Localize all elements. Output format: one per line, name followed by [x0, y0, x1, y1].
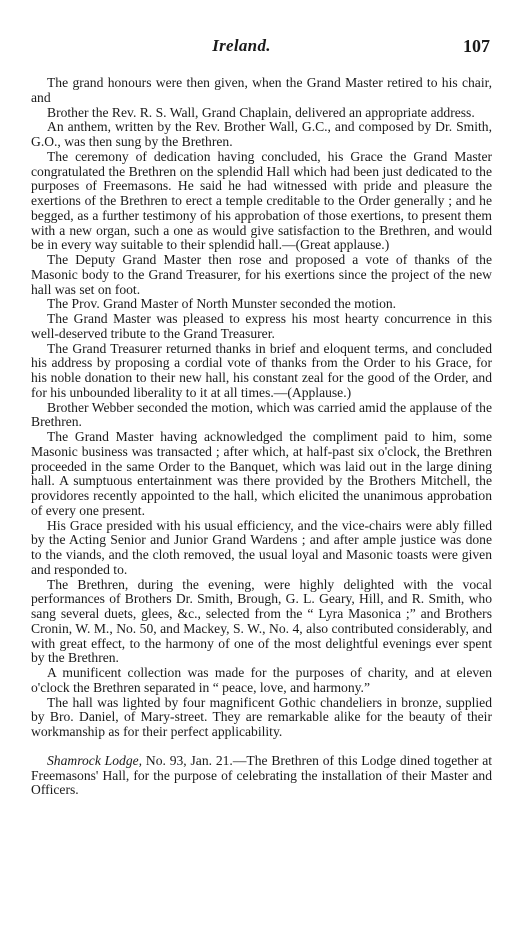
paragraph: The hall was lighted by four magnificent Gothic chandeliers in bronze, supplied by Bro. Daniel, of Mary-street. They are remarkable alike for the beauty of their workmanship as for their perfect applicability. — [31, 694, 492, 739]
lodge-entry — [31, 754, 492, 798]
body-text — [31, 76, 492, 798]
paragraph: Brother Webber seconded the motion, which was carried amid the applause of the Brethren. — [31, 399, 492, 430]
running-title: Ireland. — [212, 36, 271, 55]
paragraph: The Brethren, during the evening, were highly delighted with the vocal performances of Brothers Dr. Smith, Brough, G. L. Geary, Hill, and R. Smith, who sang several duets, glees, &c., selected from the “ Lyra Masonica ;” and Brothers Cronin, W. M., No. 50, and Mackey, S. W., No. 4, also contributed considerably, and with great effect, to the harmony of one of the most delightful evenings ever spent by the Brethren. — [31, 576, 492, 666]
paragraph: An anthem, written by the Rev. Brother Wall, G.C., and composed by Dr. Smith, G.O., was then sung by the Brethren. — [31, 119, 492, 149]
paragraph: The Grand Master having acknowledged the compliment paid to him, some Masonic business was transacted ; after which, at half-past six o'clock, the Brethren proceeded in the same Order to the Banquet, which was laid out in the large dining hall. A sumptuous entertainment was there provided by the Brothers Mitchell, the providores recently appointed to the hall, which elicited the unanimous approbation of every one present. — [31, 429, 492, 518]
paragraph: The Grand Master was pleased to express his most hearty concurrence in this well-deserved tribute to the Grand Treasurer. — [31, 311, 492, 341]
paragraph: The Prov. Grand Master of North Munster seconded the motion. — [47, 296, 397, 312]
page-number: 107 — [463, 36, 490, 56]
page-header — [31, 36, 492, 76]
paragraph: The ceremony of dedication having concluded, his Grace the Grand Master congratulated the Brethren on the splendid Hall which had been just dedicated to the purposes of Freemasons. He said he had witnessed with pride and pleasure the exertions of the Brethren to erect a temple creditable to the Order generally ; and he begged, as a further testimony of his approbation of those exertions, to present them with a new organ, such a one as would give satisfaction to the Brethren, and would be in every way suitable to their splendid hall.—(Great applause.) — [31, 148, 492, 253]
lodge-name: Shamrock Lodge, — [47, 752, 143, 768]
paragraph: His Grace presided with his usual efficiency, and the vice-chairs were ably filled by the Acting Senior and Junior Grand Wardens ; and after ample justice was done to the viands, and the cloth removed, the usual loyal and Masonic toasts were given and responded to. — [31, 517, 492, 577]
paragraph: A munificent collection was made for the purposes of charity, and at eleven o'clock the Brethren separated in “ peace, love, and harmony.” — [31, 665, 492, 695]
paragraph: The Grand Treasurer returned thanks in brief and eloquent terms, and concluded his address by proposing a cordial vote of thanks from the Order to his Grace, for his noble donation to their new hall, his constant zeal for the good of the Order, and for his unbounded liberality to it at all times.—(Applause.) — [31, 340, 492, 400]
lodge-entry-text: No. 93, Jan. 21.—The Brethren of this Lodge dined together at Freemasons' Hall, for the purpose of celebrating the installation of their Master and Officers. — [31, 752, 493, 798]
paragraph: Brother the Rev. R. S. Wall, Grand Chaplain, delivered an appropriate address. — [47, 104, 475, 120]
paragraph: The grand honours were then given, when the Grand Master retired to his chair, and — [31, 75, 492, 105]
paragraph: The Deputy Grand Master then rose and proposed a vote of thanks of the Masonic body to the Grand Treasurer, for his exertions since the project of the new hall was set on foot. — [31, 252, 492, 297]
